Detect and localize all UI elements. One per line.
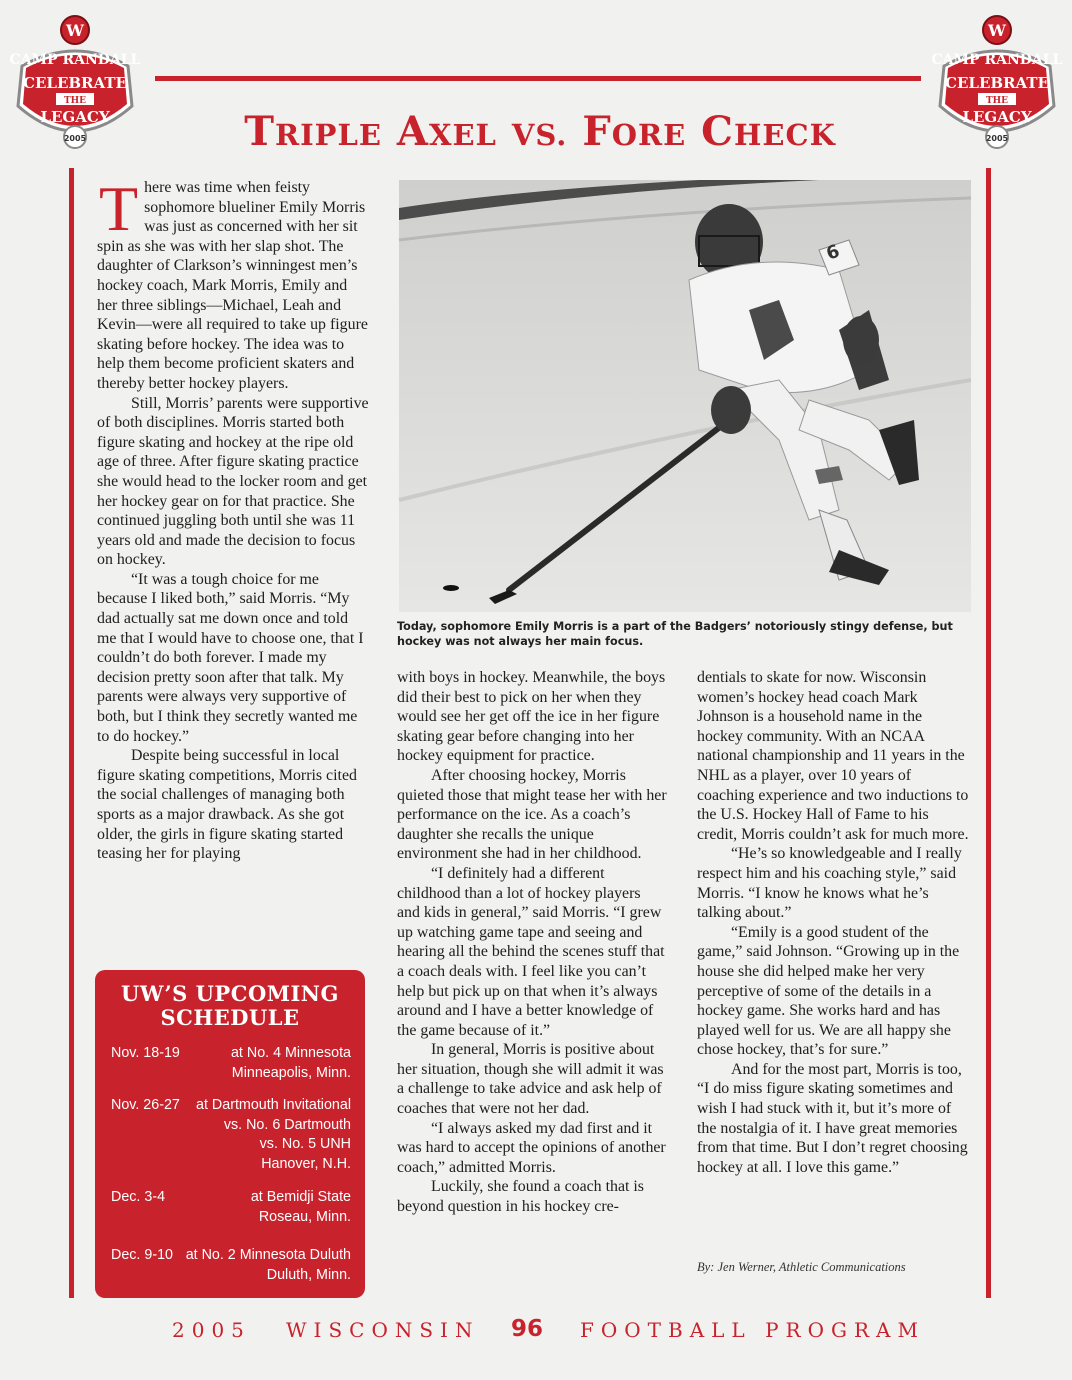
- svg-text:W: W: [988, 21, 1006, 40]
- paragraph: dentials to skate for now. Wisconsin women’s hockey head coach Mark Johnson is a household name in the hockey community. With an NCAA national championship and 11 years in the NHL as a player, over 10 years of coaching experience and two inductions to the U.S. Hockey Hall of Fame to his credit, Morris couldn’t ask for much more.: [697, 669, 969, 843]
- paragraph: Despite being successful in local figure skating competitions, Morris cited the social challenges of managing both sports as a major drawback. As she got older, the girls in figure skating started teasing her for playing: [97, 747, 357, 863]
- page-title: TRIPLE AXEL VS. FORE CHECK: [244, 108, 836, 155]
- schedule-date: Nov. 18-19: [111, 1045, 180, 1061]
- article-column-2: [397, 668, 667, 1217]
- page-footer: [0, 1318, 1006, 1346]
- svg-text:6: 6: [823, 240, 843, 265]
- paragraph: In general, Morris is positive about her situation, though she will admit it was a challenge to take advice and ask help of coaches that were not her dad.: [397, 1041, 664, 1118]
- svg-text:CAMP RANDALL: CAMP RANDALL: [931, 52, 1063, 68]
- schedule-opponent: at No. 4 Minnesota Minneapolis, Minn.: [230, 1045, 351, 1081]
- paragraph: here was time when feisty sophomore blueliner Emily Morris was just as concerned with her sit spin as she was with her slap shot. The daughter of Clarkson’s winningest men’s hockey coach, Mark Morris, Emily and her three siblings—Michael, Leah and Kevin—were all required to take up figure skating before hockey. The idea was to help them become proficient skaters and thereby better hockey players.: [97, 179, 368, 392]
- schedule-opponent: at Dartmouth Invitational vs. No. 6 Dartmouth vs. No. 5 UNH Hanover, N.H.: [196, 1097, 351, 1172]
- paragraph: “He’s so knowledgeable and I really respect him and his coaching style,” said Morris. “I know he knows what he’s talking about.”: [697, 845, 962, 922]
- schedule-row: [111, 1044, 351, 1088]
- svg-text:CELEBRATE: CELEBRATE: [945, 74, 1049, 92]
- svg-text:LEGACY: LEGACY: [40, 108, 110, 126]
- top-rule: [155, 76, 921, 81]
- paragraph: “I always asked my dad first and it was hard to accept the opinions of another coach,” admitted Morris.: [397, 1119, 666, 1176]
- schedule-opponent: at No. 2 Minnesota Duluth Duluth, Minn.: [185, 1247, 351, 1283]
- byline: By: Jen Werner, Athletic Communications: [697, 1260, 906, 1274]
- svg-text:THE: THE: [985, 96, 1009, 106]
- schedule-date: Dec. 9-10: [111, 1247, 173, 1263]
- svg-text:2005: 2005: [985, 134, 1009, 143]
- paragraph: “I definitely had a different childhood than a lot of hockey players and kids in general,” said Morris. “I grew up watching game tape and seeing and hearing all the behind the scenes stuff that a coach deals with. I feel like you can’t help but pick up on that when it’s always around and I have a better knowledge of the game because of it.”: [397, 864, 665, 1039]
- schedule-row: [111, 1096, 351, 1180]
- paragraph: “Emily is a good student of the game,” said Johnson. “Growing up in the house she did helped make her very perceptive of some of the details in a hockey game. She works hard and has played well for us. We are all happy she chose hockey, that’s for sure.”: [697, 923, 960, 1059]
- schedule-opponent: at Bemidji State Roseau, Minn.: [250, 1189, 351, 1225]
- article-column-3: [697, 668, 969, 1177]
- svg-text:LEGACY: LEGACY: [962, 108, 1032, 126]
- paragraph: Luckily, she found a coach that is beyond question in his hockey cre-: [397, 1178, 644, 1216]
- right-rule: [986, 168, 991, 1298]
- paragraph: “It was a tough choice for me because I liked both,” said Morris. “My dad actually sat me down once and told me that I would have to choose one, that I couldn’t do both forever. I made my decision pretty soon after that talk. My parents were always very supportive of both, but I think they secretly wanted me to do hockey.”: [97, 570, 364, 745]
- schedule-row: [111, 1188, 351, 1232]
- page-number: 96: [511, 1316, 544, 1342]
- camp-randall-logo: [0, 6, 150, 156]
- footer-year: 2005: [172, 1318, 251, 1342]
- camp-randall-logo-right: [922, 6, 1072, 156]
- article-column-1: [97, 173, 370, 864]
- paragraph: After choosing hockey, Morris quieted those that might tease her with her performance on the ice. As a coach’s daughter she recalls the unique environment she had in her childhood.: [397, 766, 667, 863]
- svg-text:CAMP RANDALL: CAMP RANDALL: [9, 52, 141, 68]
- schedule-row: [111, 1246, 351, 1290]
- svg-text:2005: 2005: [63, 134, 87, 143]
- schedule-date: Dec. 3-4: [111, 1189, 166, 1205]
- schedule-title: UW’S UPCOMING SCHEDULE: [121, 981, 339, 1030]
- svg-text:THE: THE: [63, 96, 87, 106]
- paragraph: with boys in hockey. Meanwhile, the boys did their best to pick on her when they would see her get off the ice in her figure skating gear before changing into her hockey equipment for practice.: [397, 669, 666, 765]
- photo-caption: Today, sophomore Emily Morris is a part of the Badgers’ notoriously stingy defense, but hockey was not always her main focus.: [397, 620, 953, 648]
- svg-text:W: W: [66, 21, 84, 40]
- drop-cap: T: [99, 173, 139, 244]
- footer-program: FOOTBALL PROGRAM: [580, 1318, 925, 1342]
- schedule-date: Nov. 26-27: [111, 1097, 180, 1113]
- hockey-photo: [399, 180, 971, 612]
- left-rule: [69, 168, 74, 1298]
- footer-school: WISCONSIN: [286, 1318, 480, 1342]
- svg-text:CELEBRATE: CELEBRATE: [23, 74, 127, 92]
- paragraph: Still, Morris’ parents were supportive of both disciplines. Morris started both figure skating and hockey at the ripe old age of three. After figure skating practice she would head to the locker room and get her hockey gear on for that practice. She continued juggling both until she was 11 years old and made the decision to focus on hockey.: [97, 394, 369, 569]
- paragraph: And for the most part, Morris is too, “I do miss figure skating sometimes and wish I had stuck with it, but it’s more of the nostalgia of it. I have great memories from that time. But I don’t regret choosing hockey at all. I love this game.”: [697, 1060, 968, 1176]
- upcoming-schedule-box: [95, 970, 365, 1298]
